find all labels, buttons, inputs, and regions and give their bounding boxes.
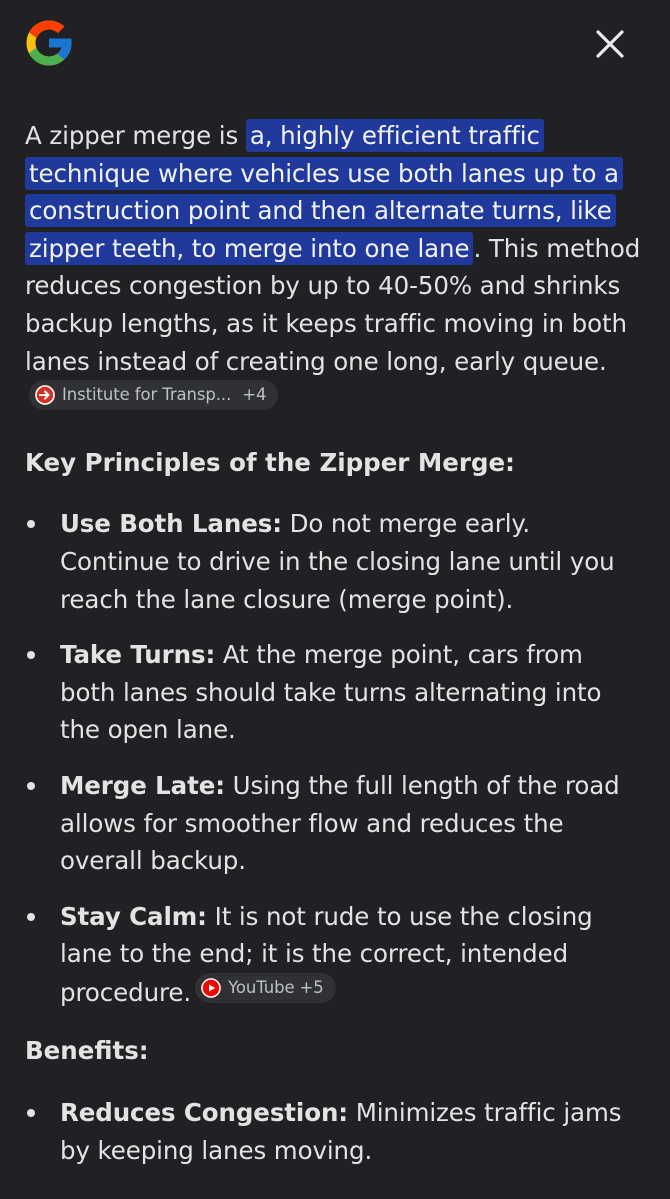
- bullet-dot: [27, 651, 35, 659]
- intro-paragraph: [25, 117, 645, 419]
- principles-list: [25, 505, 645, 1011]
- list-item-text: At the merge point, cars from both lanes should take turns alternating into the open lane.: [60, 640, 602, 745]
- list-item: [25, 636, 645, 749]
- source-chip-count: +4: [242, 385, 267, 405]
- institute-source-icon: [35, 385, 55, 405]
- source-chip-label: YouTube: [228, 977, 295, 997]
- list-item-text: Using the full length of the road allows for smoother flow and reduces the overall backup.: [60, 770, 620, 876]
- list-item-text: Do not merge early. Continue to drive in the closing lane until you reach the lane closure (merge point).: [60, 509, 615, 614]
- list-item-title: Merge Late:: [60, 770, 225, 800]
- google-g-icon[interactable]: [22, 16, 76, 70]
- list-item-text: Minimizes traffic jams by keeping lanes moving.: [60, 1098, 622, 1165]
- source-chip-label: Institute for Transp...: [62, 385, 232, 405]
- list-item: [25, 1094, 645, 1169]
- bullet-dot: [27, 1109, 35, 1117]
- intro-rest: . This method reduces congestion by up to 40-50% and shrinks backup lengths, as it keeps traffic moving in both lanes instead of creating one long, early queue.: [25, 233, 641, 376]
- list-item: [25, 767, 645, 880]
- list-item: [25, 898, 645, 1012]
- list-item-text: It is not rude to use the closing lane to the end; it is the correct, intended procedure.: [60, 901, 593, 1007]
- list-item-title: Stay Calm:: [60, 901, 207, 931]
- principles-heading: Key Principles of the Zipper Merge:: [25, 447, 515, 477]
- list-item-title: Use Both Lanes:: [60, 509, 282, 539]
- ai-overview-content: [25, 117, 645, 1187]
- intro-lead: A zipper merge is: [25, 121, 246, 150]
- youtube-icon: [201, 978, 221, 998]
- source-chip-count: +5: [299, 977, 324, 997]
- bullet-dot: [27, 913, 35, 921]
- bullet-dot: [27, 782, 35, 790]
- list-item: [25, 505, 645, 618]
- top-bar: [0, 0, 670, 90]
- close-icon: [595, 29, 625, 59]
- benefits-heading: Benefits:: [25, 1036, 149, 1066]
- highlighted-definition[interactable]: a, highly efficient traffic technique where vehicles use both lanes up to a construction point and then alternate turns, like zipper teeth, to merge into one lane: [25, 119, 623, 265]
- source-chip-institute[interactable]: [29, 380, 278, 410]
- source-chip-youtube[interactable]: [195, 973, 336, 1003]
- list-item-title: Reduces Congestion:: [60, 1098, 348, 1128]
- close-button[interactable]: [588, 22, 632, 66]
- list-item-title: Take Turns:: [60, 640, 216, 670]
- benefits-list: [25, 1094, 645, 1169]
- bullet-dot: [27, 520, 35, 528]
